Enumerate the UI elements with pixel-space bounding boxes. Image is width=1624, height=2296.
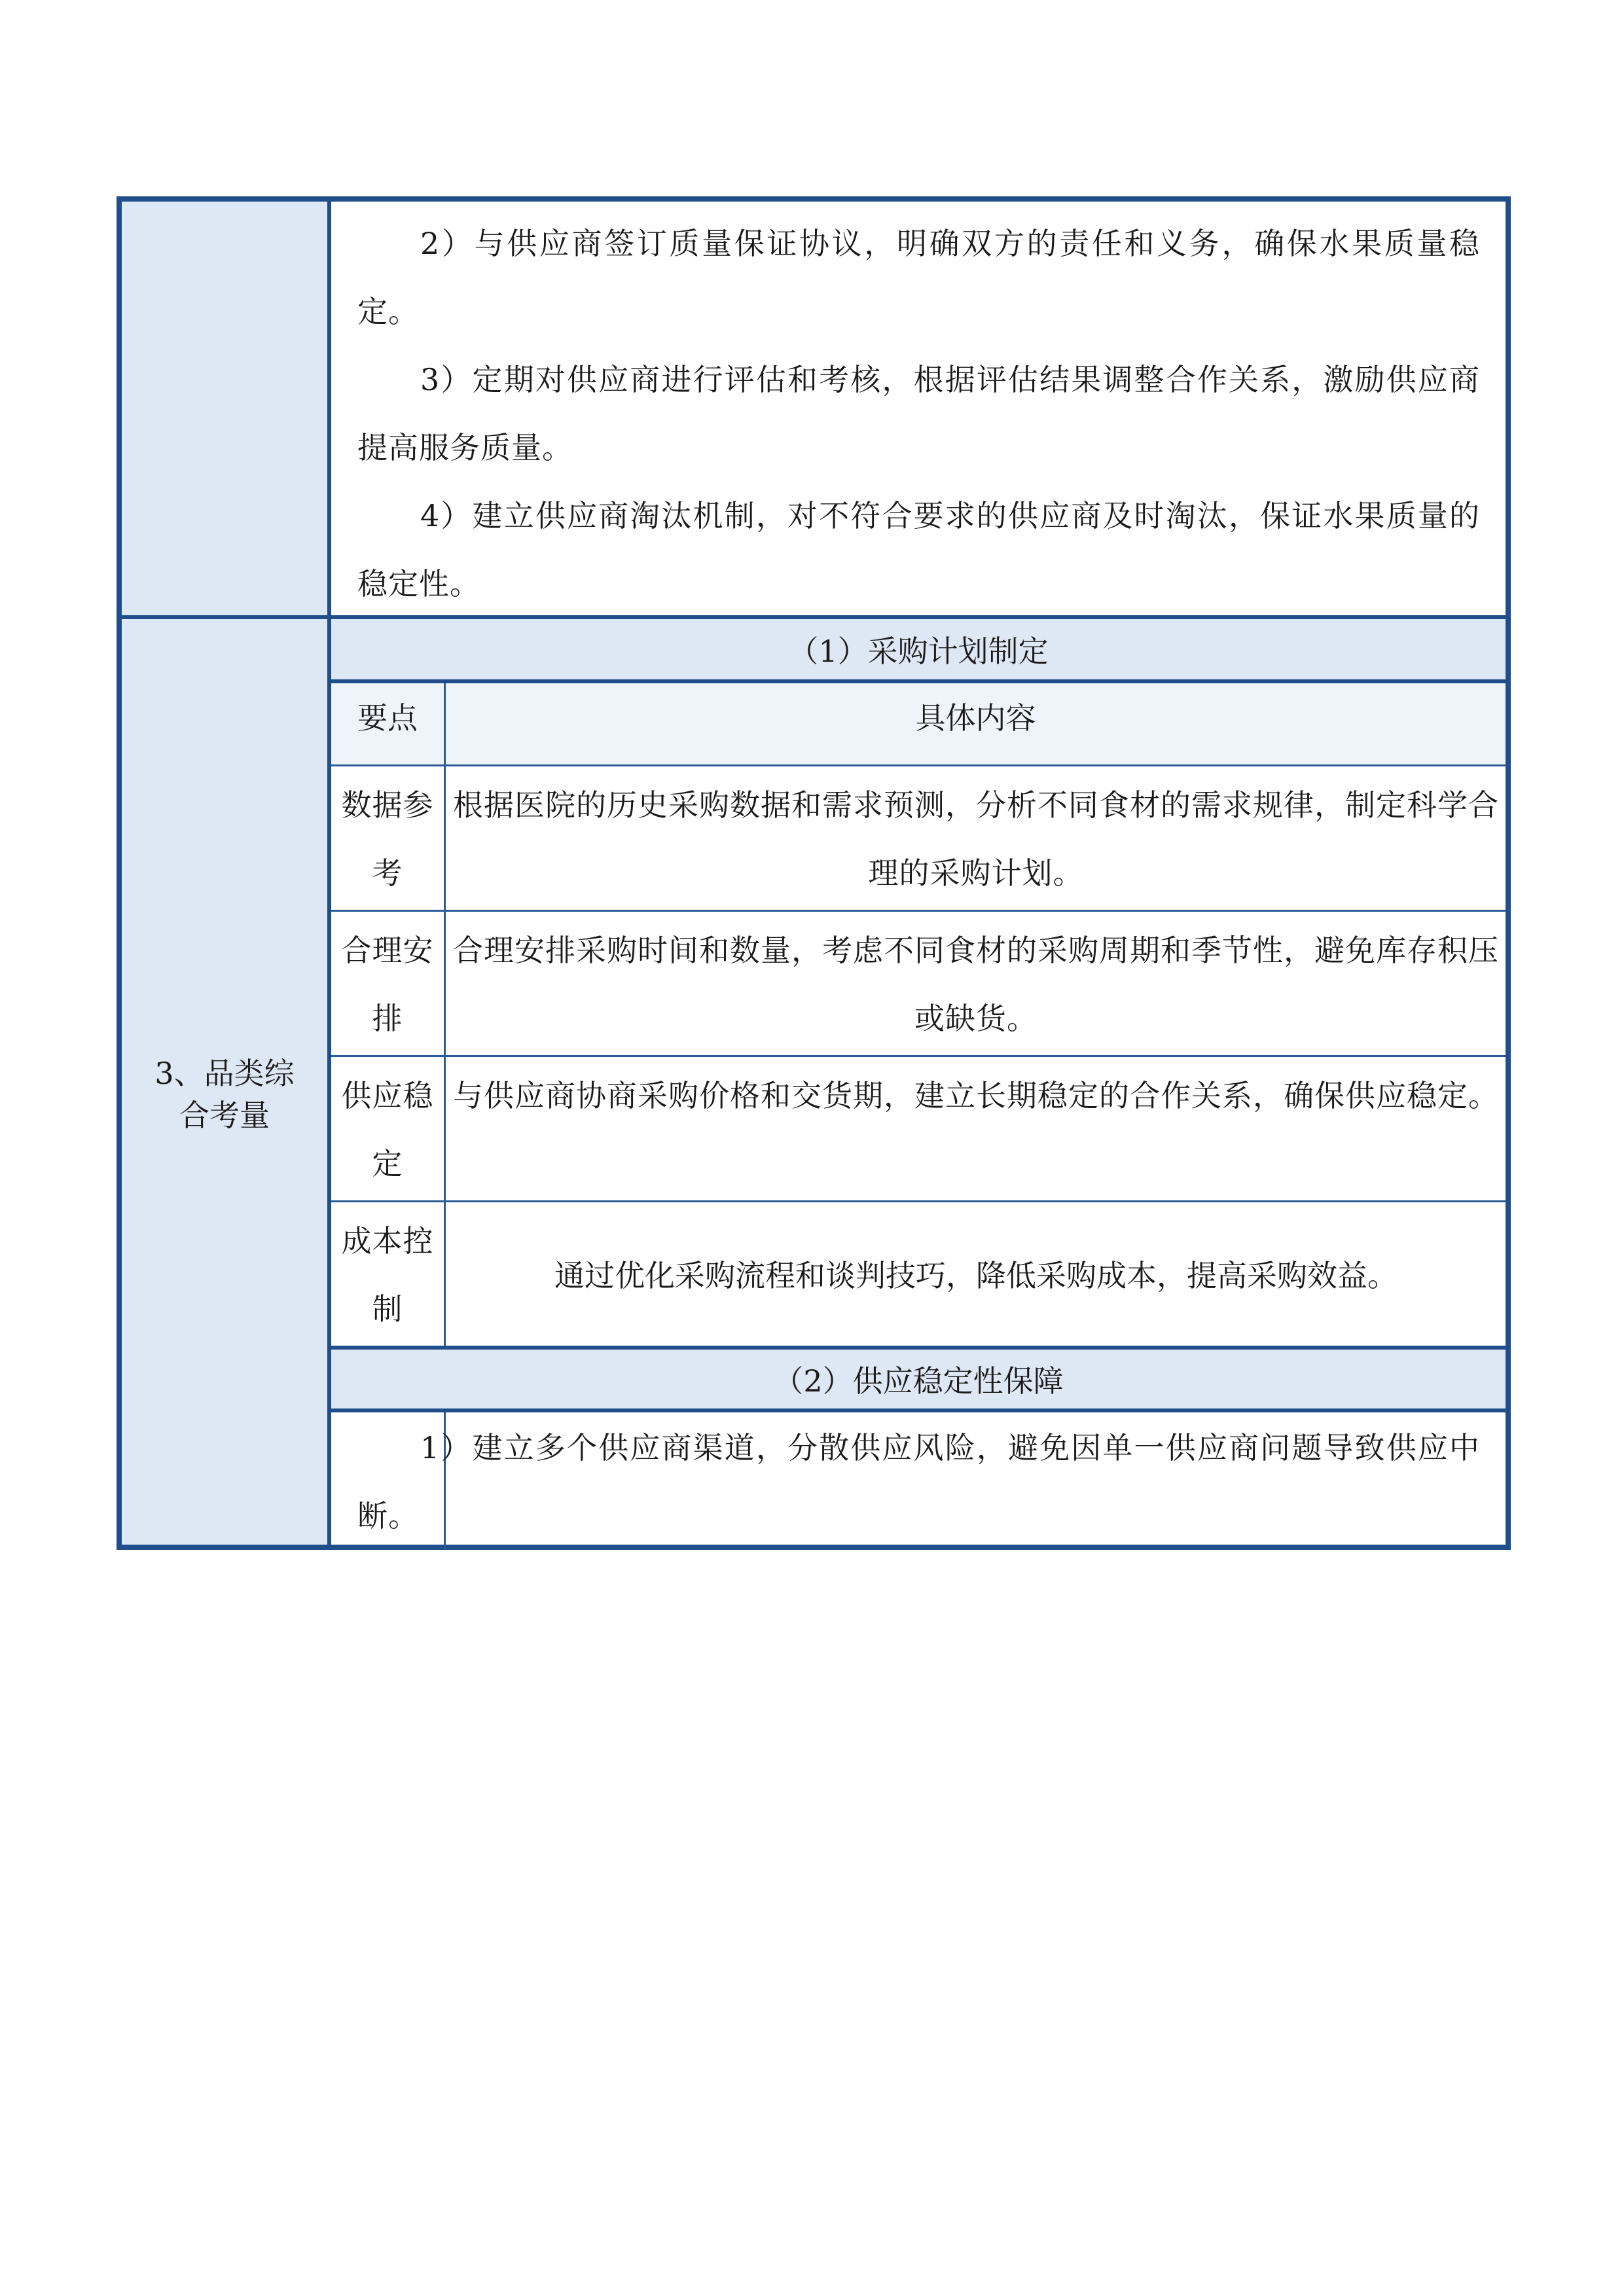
- subsection-2-paragraph-1: 1）建立多个供应商渠道，分散供应风险，避免因单一供应商问题导致供应中断。: [357, 1430, 1480, 1534]
- section-3-label: 3、品类综合考量: [154, 1056, 295, 1133]
- header-key-point: 要点: [357, 700, 418, 736]
- row-1-key: 数据参考: [341, 787, 434, 891]
- header-content: 具体内容: [915, 700, 1036, 736]
- row-line-3: [331, 1055, 1506, 1057]
- content-table: [117, 196, 1511, 1550]
- row-line-4: [331, 1200, 1506, 1202]
- row-2-key: 合理安排: [341, 933, 434, 1036]
- row-3-content: 与供应商协商采购价格和交货期，建立长期稳定的合作关系，确保供应稳定。: [453, 1078, 1499, 1113]
- row-3-key: 供应稳定: [341, 1078, 434, 1181]
- left-column-top-cell: [122, 202, 327, 615]
- top-paragraph-4: 4）建立供应商淘汰机制，对不符合要求的供应商及时淘汰，保证水果质量的稳定性。: [357, 498, 1480, 601]
- row-line-2: [331, 910, 1506, 912]
- top-paragraph-2: 2）与供应商签订质量保证协议，明确双方的责任和义务，确保水果质量稳定。: [357, 226, 1480, 329]
- row-line-1: [331, 764, 1506, 766]
- row-4-key: 成本控制: [341, 1223, 434, 1327]
- subsection-2-title: （2）供应稳定性保障: [773, 1363, 1064, 1399]
- row-4-content: 通过优化采购流程和谈判技巧，降低采购成本，提高采购效益。: [554, 1258, 1398, 1293]
- subsection-2-title-bottom-line: [331, 1408, 1506, 1412]
- row-1-content: 根据医院的历史采购数据和需求预测，分析不同食材的需求规律，制定科学合理的采购计划。: [453, 787, 1499, 891]
- subsection-1-title: （1）采购计划制定: [788, 634, 1049, 669]
- left-column-divider: [327, 202, 331, 1545]
- top-paragraph-3: 3）定期对供应商进行评估和考核，根据评估结果调整合作关系，激励供应商提高服务质量。: [357, 362, 1480, 465]
- row-2-content: 合理安排采购时间和数量，考虑不同食材的采购周期和季节性，避免库存积压或缺货。: [453, 933, 1499, 1036]
